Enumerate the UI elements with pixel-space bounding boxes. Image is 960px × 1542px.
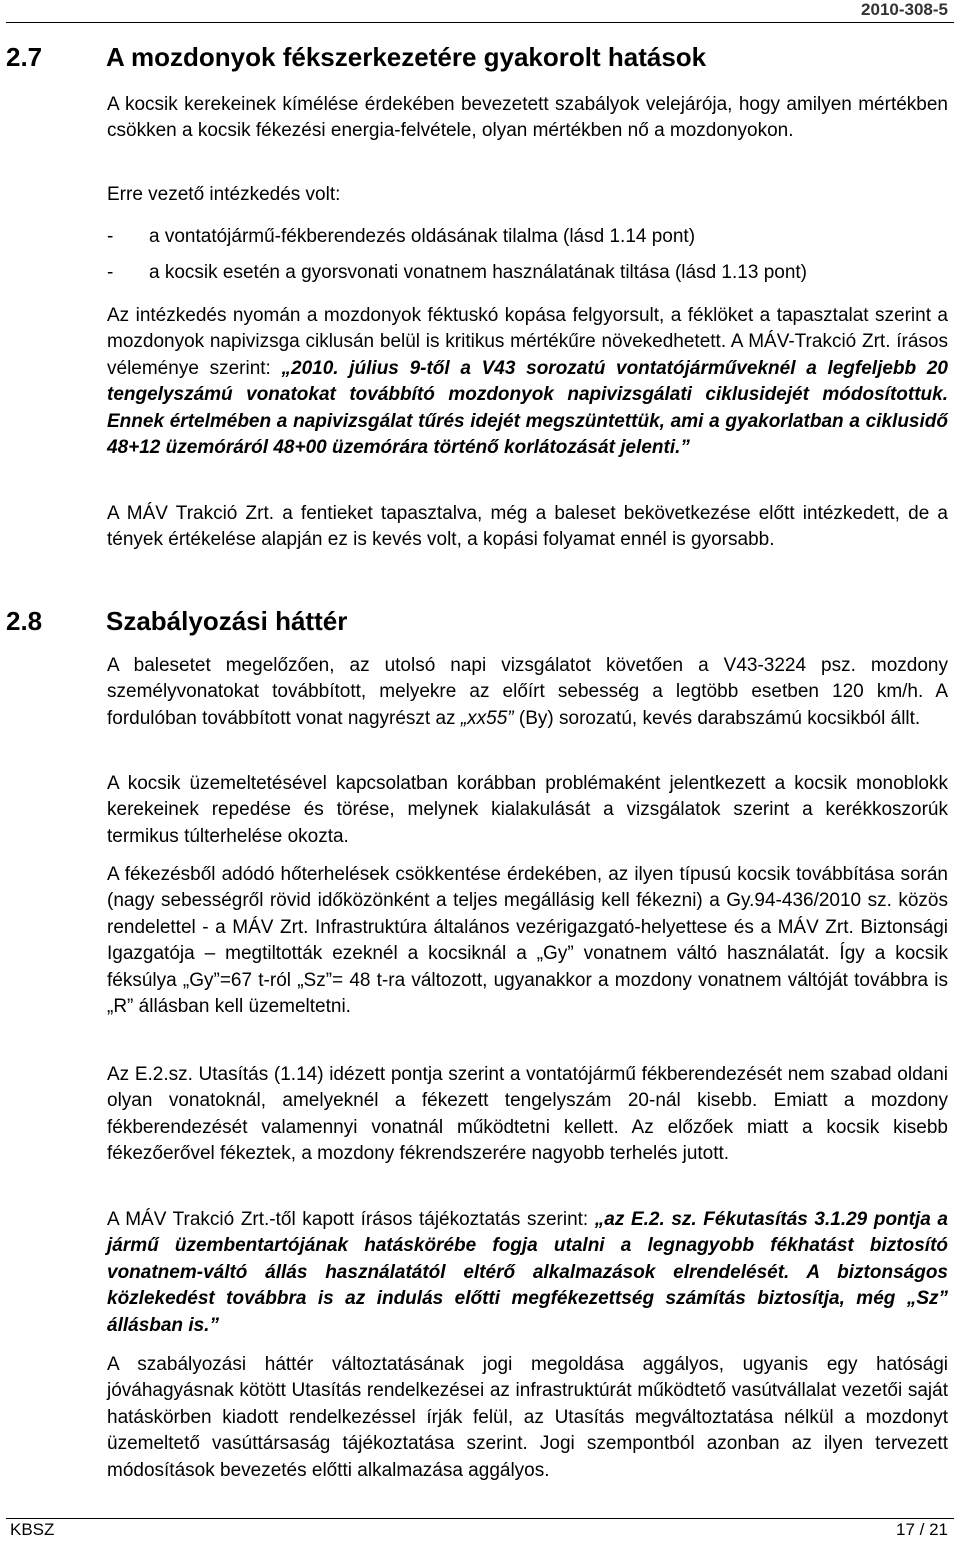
list-item-text: a kocsik esetén a gyorsvonati vonatnem használatának tiltása (lásd 1.13 pont) [149, 262, 807, 283]
page-footer [6, 1518, 954, 1542]
paragraph-text: A balesetet megelőzően, az utolsó napi vizsgálatot követően a V43-3224 psz. mozdony személyvonatokat továbbított, melyekre az előírt sebesség a legtöbb esetben 120 km/h. A fordulóban továbbított vonat nagyrészt az [107, 655, 948, 729]
paragraph: A MÁV Trakció Zrt. a fentieket tapasztalva, még a baleset bekövetkezése előtt intézkedett, de a tények értékelése alapján ez is kevés volt, a kopási folyamat ennél is gyorsabb. [107, 503, 948, 551]
paragraph [107, 303, 948, 461]
paragraph: A fékezésből adódó hőterhelések csökkentése érdekében, az ilyen típusú kocsik továbbítása során (nagy sebességről rövid időközönként a teljes megállásig kell fékezni) a Gy.94-436/2010 sz. közös rendelettel - a MÁV Zrt. Infrastruktúra általános vezérigazgató-helyettese és a MÁV Zrt. Biztonsági Igazgatója – megtiltották ezeknél a kocsiknál a „Gy” vonatnem váltó használatát. Így a kocsik féksúlya „Gy”=67 t-ról „Sz”= 48 t-ra változott, ugyanakkor a mozdony vonatnem váltóját továbbra is „R” állásban kell üzemeltetni. [107, 864, 948, 1018]
series-code: „xx55” [460, 707, 514, 729]
paragraph: A kocsik üzemeltetésével kapcsolatban korábban problémaként jelentkezett a kocsik monoblokk kerekeinek repedése és törése, melynek kialakulását a vizsgálatok szerint a kerékkoszorúk termikus túlterhelése okozta. [107, 773, 948, 847]
section-title: Szabályozási háttér [106, 606, 348, 636]
page-header [6, 0, 954, 23]
paragraph: Az E.2.sz. Utasítás (1.14) idézett pontja szerint a vontatójármű fékberendezését nem szabad oldani olyan vonatoknál, amelyeknél a fékezett tengelyszám 20-nál kisebb. Emiatt a mozdony fékberendezését valamennyi vonatnál működtetni kellett. Az előzőek miatt a kocsik kisebb fékezőerővel fékeztek, a mozdony fékrendszerére nagyobb terhelés jutott. [107, 1064, 948, 1165]
paragraph: A kocsik kerekeinek kímélése érdekében bevezetett szabályok velejárója, hogy amilyen mértékben csökken a kocsik fékezési energia-felvétele, olyan mértékben nő a mozdonyokon. [107, 94, 948, 142]
page-number: 17 / 21 [896, 1520, 948, 1539]
paragraph-text: (By) sorozatú, kevés darabszámú kocsikból állt. [513, 707, 921, 729]
section-title: A mozdonyok fékszerkezetére gyakorolt hatások [106, 42, 707, 72]
paragraph: Erre vezető intézkedés volt: [107, 184, 341, 205]
list-dash: - [107, 262, 114, 283]
list-item [107, 224, 695, 250]
list-item-text: a vontatójármű-fékberendezés oldásának tilalma (lásd 1.14 pont) [149, 226, 696, 247]
paragraph [107, 653, 948, 732]
list-item [107, 260, 807, 286]
document-id: 2010-308-5 [861, 0, 948, 19]
list-dash: - [107, 226, 114, 247]
section-number: 2.7 [6, 42, 43, 72]
section-heading-2-7 [6, 42, 706, 73]
section-heading-2-8 [6, 606, 347, 637]
footer-org: KBSZ [10, 1520, 55, 1539]
quote-bold-italic: „2010. július 9-től a V43 sorozatú vontatójárműveknél a legfeljebb 20 tengelyszámú vonatokat továbbító mozdonyok napivizsgálati ciklusidejét módosítottuk. Ennek értelmében a napivizsgálat tűrés idejét megszüntettük, ami a gyakorlatban a ciklusidő 48+12 üzemóráról 48+00 üzemórára történő korlátozását jelenti.” [107, 357, 948, 459]
quote-bold-italic: „az E.2. sz. Fékutasítás 3.1.29 pontja a jármű üzembentartójának hatáskörébe fogja utalni a legnagyobb fékhatást biztosító vonatnem-váltó állás használatától eltérő alkalmazások elrendelését. A biztonságos közlekedést továbbra is az indulás előtti megfékezettség számítás biztosítja, még „Sz” állásban is.” [107, 1209, 948, 1336]
paragraph-text: Az intézkedés nyomán a mozdonyok féktuskó kopása felgyorsult, a féklöket a tapasztalat szerint a mozdonyok napivizsga ciklusán belül is kritikus mértékűre növekedhetett. A MÁV-Trakció Zrt. írásos véleménye szerint: [107, 305, 948, 379]
paragraph-text: A MÁV Trakció Zrt.-től kapott írásos tájékoztatás szerint: [107, 1209, 595, 1230]
section-number: 2.8 [6, 606, 43, 636]
paragraph [107, 1207, 948, 1339]
paragraph: A szabályozási háttér változtatásának jogi megoldása aggályos, ugyanis egy hatósági jóváhagyásnak kötött Utasítás rendelkezései az infrastruktúrát működtető vasútvállalat vezetői saját hatáskörben kiadott rendelkezéssel írják felül, az Utasítás megváltoztatása nélkül a mozdonyt üzemeltető vasúttársaság tájékoztatása szerint. Jogi szempontból azonban az ilyen tervezett módosítások bevezetés előtti alkalmazása aggályos. [107, 1354, 948, 1481]
